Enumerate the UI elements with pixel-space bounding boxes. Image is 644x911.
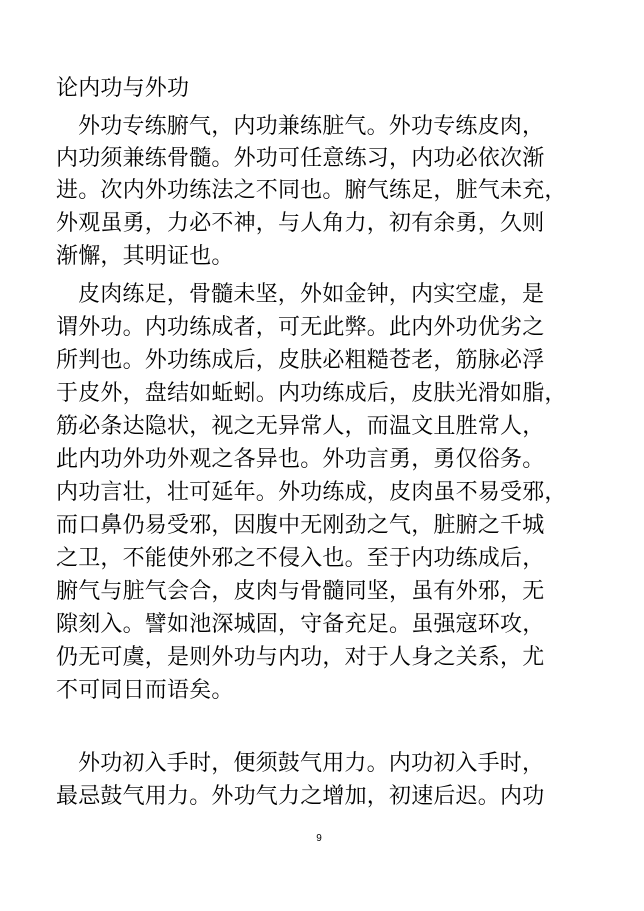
paragraph-1-line-5: 渐懈，其明证也。 — [56, 244, 234, 269]
page-number: 9 — [316, 833, 322, 844]
paragraph-3-line-1: 外功初入手时，便须鼓气用力。内功初入手时， — [78, 751, 545, 776]
document-title: 论内功与外功 — [56, 76, 190, 101]
paragraph-1-line-2: 内功须兼练骨髓。外功可任意练习，内功必依次渐 — [56, 146, 545, 171]
paragraph-2-line-8: 而口鼻仍易受邪，因腹中无刚劲之气，脏腑之千城 — [56, 513, 545, 538]
paragraph-2-line-13: 不可同日而语矣。 — [56, 678, 234, 703]
paragraph-2-line-11: 隙刻入。譬如池深城固，守备充足。虽强寇环攻， — [56, 612, 545, 637]
paragraph-2-line-6: 此内功外功外观之各异也。外功言勇，勇仅俗务。 — [56, 447, 545, 472]
paragraph-2-line-1: 皮肉练足，骨髓未坚，外如金钟，内实空虚，是 — [78, 282, 545, 307]
paragraph-2-line-9: 之卫，不能使外邪之不侵入也。至于内功练成后， — [56, 546, 545, 571]
paragraph-2-line-4: 于皮外，盘结如蚯蚓。内功练成后，皮肤光滑如脂， — [56, 381, 567, 406]
paragraph-2-line-5: 筋必条达隐状，视之无异常人，而温文且胜常人， — [56, 414, 545, 439]
paragraph-1-line-4: 外观虽勇，力必不神，与人角力，初有余勇，久则 — [56, 211, 545, 236]
paragraph-1-line-1: 外功专练腑气，内功兼练脏气。外功专练皮肉， — [78, 114, 545, 139]
paragraph-2-line-3: 所判也。外功练成后，皮肤必粗糙苍老，筋脉必浮 — [56, 348, 545, 373]
paragraph-1-line-3: 进。次内外功练法之不同也。腑气练足，脏气未充， — [56, 178, 567, 203]
paragraph-2-line-12: 仍无可虞，是则外功与内功，对于人身之关系，尤 — [56, 645, 545, 670]
paragraph-2-line-10: 腑气与脏气会合，皮肉与骨髓同坚，虽有外邪，无 — [56, 579, 545, 604]
paragraph-3-line-2: 最忌鼓气用力。外功气力之增加，初速后迟。内功 — [56, 784, 545, 809]
paragraph-2-line-2: 谓外功。内功练成者，可无此弊。此内外功优劣之 — [56, 315, 545, 340]
paragraph-2-line-7: 内功言壮，壮可延年。外功练成，皮肉虽不易受邪， — [56, 480, 567, 505]
